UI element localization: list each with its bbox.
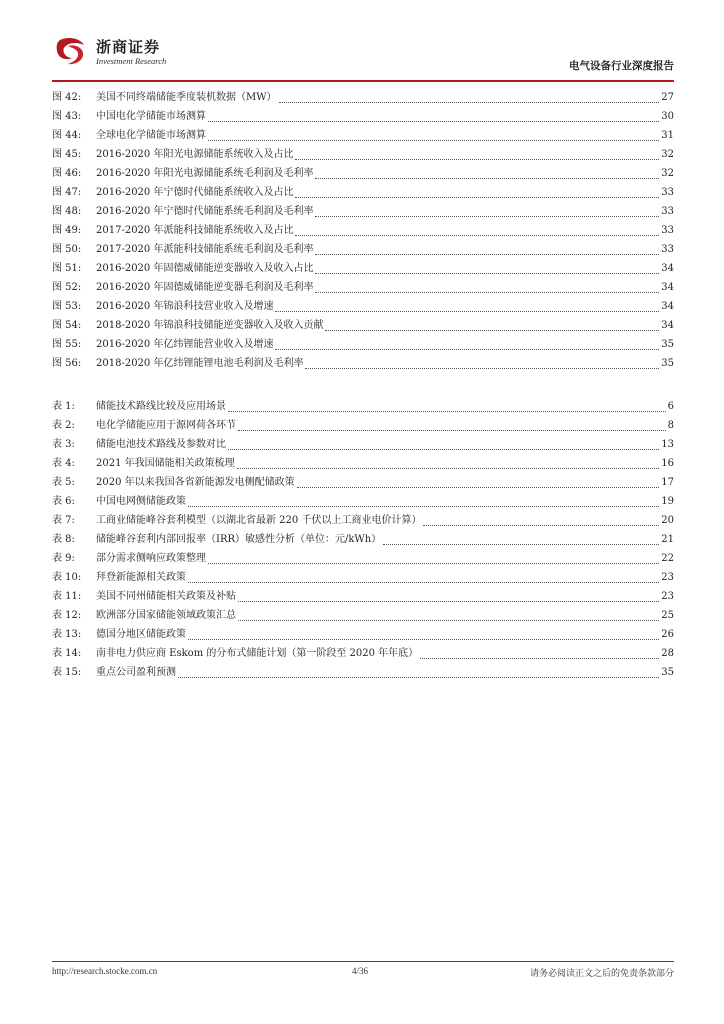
toc-entry-title: 美国不同州储能相关政策及补贴 — [96, 591, 236, 602]
toc-entry-title: 2016-2020 年阳光电源储能系统收入及占比 — [96, 149, 294, 160]
toc-leader-dots — [237, 467, 660, 469]
toc-entry-number: 图 45: — [52, 149, 82, 160]
brand-name-en: Investment Research — [96, 56, 167, 66]
toc-entry-page: 17 — [661, 477, 674, 488]
toc-entry[interactable] — [52, 416, 674, 435]
toc-entry[interactable] — [52, 397, 674, 416]
toc-leader-dots — [295, 234, 659, 236]
toc-leader-dots — [295, 196, 659, 198]
toc-leader-dots — [275, 348, 659, 350]
toc-entry-title: 2018-2020 年亿纬锂能锂电池毛利润及毛利率 — [96, 358, 304, 369]
toc-leader-dots — [315, 272, 659, 274]
toc-entry-number: 表 11: — [52, 591, 82, 602]
toc-entry[interactable] — [52, 454, 674, 473]
toc-entry-title: 部分需求侧响应政策整理 — [96, 553, 206, 564]
toc-leader-dots — [178, 676, 659, 678]
toc-entry-page: 35 — [661, 358, 674, 369]
toc-entry[interactable] — [52, 240, 674, 259]
toc-entry-page: 25 — [661, 610, 674, 621]
page-header — [52, 34, 674, 78]
toc-leader-dots — [315, 177, 659, 179]
toc-entry-title: 工商业储能峰谷套利模型（以湖北省最新 220 千伏以上工商业电价计算） — [96, 515, 422, 526]
toc-entry-title: 2017-2020 年派能科技储能系统毛利润及毛利率 — [96, 244, 314, 255]
table-list — [52, 397, 674, 682]
toc-entry[interactable] — [52, 297, 674, 316]
header-divider — [52, 80, 674, 82]
toc-leader-dots — [275, 310, 659, 312]
toc-entry-number: 图 53: — [52, 301, 82, 312]
toc-entry-title: 欧洲部分国家储能领域政策汇总 — [96, 610, 236, 621]
footer-disclaimer: 请务必阅读正文之后的免责条款部分 — [529, 969, 674, 979]
report-type: 电气设备行业深度报告 — [569, 60, 674, 72]
toc-entry-page: 13 — [661, 439, 674, 450]
toc-entry[interactable] — [52, 164, 674, 183]
toc-entry[interactable] — [52, 202, 674, 221]
page-footer — [52, 966, 674, 980]
toc-entry-number: 表 1: — [52, 401, 75, 412]
page-number: 4/36 — [352, 966, 369, 976]
toc-entry-title: 2020 年以来我国各省新能源发电侧配储政策 — [96, 477, 295, 488]
toc-leader-dots — [228, 448, 659, 450]
toc-entry-number: 图 48: — [52, 206, 82, 217]
toc-entry-page: 23 — [661, 591, 674, 602]
toc-entry-number: 图 44: — [52, 130, 82, 141]
toc-entry-page: 31 — [661, 130, 674, 141]
toc-entry[interactable] — [52, 88, 674, 107]
toc-entry-number: 图 56: — [52, 358, 82, 369]
toc-entry-page: 34 — [661, 301, 674, 312]
brand-name-cn: 浙商证券 — [96, 38, 161, 56]
toc-entry[interactable] — [52, 549, 674, 568]
toc-entry-number: 表 10: — [52, 572, 82, 583]
toc-entry-number: 表 2: — [52, 420, 75, 431]
toc-entry-number: 图 54: — [52, 320, 82, 331]
toc-entry-number: 表 13: — [52, 629, 82, 640]
toc-entry-page: 16 — [661, 458, 674, 469]
toc-entry-page: 34 — [661, 320, 674, 331]
toc-leader-dots — [188, 638, 659, 640]
toc-entry-page: 21 — [661, 534, 674, 545]
toc-entry[interactable] — [52, 316, 674, 335]
toc-entry-number: 图 42: — [52, 92, 82, 103]
toc-leader-dots — [295, 158, 659, 160]
toc-entry[interactable] — [52, 625, 674, 644]
toc-entry-page: 6 — [667, 401, 674, 412]
toc-entry-page: 33 — [661, 187, 674, 198]
toc-leader-dots — [208, 139, 659, 141]
toc-leader-dots — [188, 505, 659, 507]
toc-entry-number: 表 6: — [52, 496, 75, 507]
toc-entry-page: 26 — [661, 629, 674, 640]
toc-entry-title: 中国电化学储能市场测算 — [96, 111, 206, 122]
toc-entry-number: 图 49: — [52, 225, 82, 236]
toc-entry-page: 33 — [661, 225, 674, 236]
toc-entry-number: 表 7: — [52, 515, 75, 526]
toc-entry-page: 34 — [661, 282, 674, 293]
toc-entry-title: 2016-2020 年阳光电源储能系统毛利润及毛利率 — [96, 168, 314, 179]
toc-leader-dots — [297, 486, 660, 488]
toc-entry-page: 33 — [661, 244, 674, 255]
toc-entry-title: 储能技术路线比较及应用场景 — [96, 401, 226, 412]
figure-list — [52, 88, 674, 373]
toc-entry-number: 图 43: — [52, 111, 82, 122]
toc-entry-page: 35 — [661, 339, 674, 350]
toc-entry-number: 表 9: — [52, 553, 75, 564]
toc-entry-page: 30 — [661, 111, 674, 122]
toc-entry-number: 表 8: — [52, 534, 75, 545]
toc-entry-page: 22 — [661, 553, 674, 564]
toc-leader-dots — [423, 524, 659, 526]
toc-entry[interactable] — [52, 278, 674, 297]
toc-entry-page: 8 — [667, 420, 674, 431]
toc-entry-title: 2016-2020 年固德威储能逆变器收入及收入占比 — [96, 263, 314, 274]
toc-entry-title: 中国电网侧储能政策 — [96, 496, 186, 507]
toc-leader-dots — [208, 562, 659, 564]
toc-entry-number: 图 51: — [52, 263, 82, 274]
toc-entry-number: 图 46: — [52, 168, 82, 179]
toc-leader-dots — [238, 429, 666, 431]
toc-leader-dots — [238, 619, 659, 621]
toc-entry-number: 表 4: — [52, 458, 75, 469]
toc-entry-title: 电化学储能应用于源网荷各环节 — [96, 420, 236, 431]
toc-entry-title: 2016-2020 年宁德时代储能系统收入及占比 — [96, 187, 294, 198]
toc-leader-dots — [208, 120, 659, 122]
toc-entry-page: 23 — [661, 572, 674, 583]
toc-entry-page: 20 — [661, 515, 674, 526]
toc-entry-title: 全球电化学储能市场测算 — [96, 130, 206, 141]
toc-entry-title: 2016-2020 年锦浪科技营业收入及增速 — [96, 301, 274, 312]
toc-entry[interactable] — [52, 492, 674, 511]
toc-leader-dots — [279, 101, 660, 103]
toc-leader-dots — [315, 291, 659, 293]
toc-entry-title: 2017-2020 年派能科技储能系统收入及占比 — [96, 225, 294, 236]
toc-entry-number: 表 15: — [52, 667, 82, 678]
toc-entry[interactable] — [52, 644, 674, 663]
toc-entry[interactable] — [52, 435, 674, 454]
toc-leader-dots — [305, 367, 659, 369]
toc-entry[interactable] — [52, 335, 674, 354]
toc-entry[interactable] — [52, 606, 674, 625]
toc-entry[interactable] — [52, 259, 674, 278]
toc-entry-title: 储能电池技术路线及参数对比 — [96, 439, 226, 450]
toc-entry-title: 拜登新能源相关政策 — [96, 572, 186, 583]
toc-entry-number: 图 47: — [52, 187, 82, 198]
toc-leader-dots — [188, 581, 659, 583]
toc-entry-title: 德国分地区储能政策 — [96, 629, 186, 640]
toc-leader-dots — [238, 600, 659, 602]
toc-entry-title: 储能峰谷套利内部回报率（IRR）敏感性分析（单位：元/kWh） — [96, 534, 382, 545]
footer-url[interactable]: http://research.stocke.com.cn — [52, 966, 158, 976]
toc-entry-number: 表 5: — [52, 477, 75, 488]
toc-entry[interactable] — [52, 568, 674, 587]
toc-entry-number: 表 12: — [52, 610, 82, 621]
toc-entry-page: 32 — [661, 168, 674, 179]
toc-entry-number: 表 14: — [52, 648, 82, 659]
toc-entry-title: 重点公司盈利预测 — [96, 667, 176, 678]
toc-entry[interactable] — [52, 511, 674, 530]
company-logo — [52, 34, 252, 74]
toc-leader-dots — [325, 329, 659, 331]
toc-entry-page: 27 — [661, 92, 674, 103]
toc-entry-number: 表 3: — [52, 439, 75, 450]
toc-entry-page: 28 — [661, 648, 674, 659]
toc-entry[interactable] — [52, 530, 674, 549]
toc-entry-page: 33 — [661, 206, 674, 217]
toc-entry-title: 2016-2020 年宁德时代储能系统毛利润及毛利率 — [96, 206, 314, 217]
toc-entry-title: 南非电力供应商 Eskom 的分布式储能计划（第一阶段至 2020 年年底） — [96, 648, 419, 659]
toc-entry-page: 32 — [661, 149, 674, 160]
toc-entry[interactable] — [52, 145, 674, 164]
toc-entry-title: 2016-2020 年亿纬锂能营业收入及增速 — [96, 339, 274, 350]
toc-entry[interactable] — [52, 221, 674, 240]
toc-entry-number: 图 50: — [52, 244, 82, 255]
toc-entry-title: 2021 年我国储能相关政策梳理 — [96, 458, 235, 469]
zheshang-logo-icon — [54, 36, 88, 66]
toc-entry-number: 图 55: — [52, 339, 82, 350]
toc-entry[interactable] — [52, 663, 674, 682]
toc-entry-title: 2018-2020 年锦浪科技储能逆变器收入及收入贡献 — [96, 320, 324, 331]
toc-entry[interactable] — [52, 587, 674, 606]
toc-entry[interactable] — [52, 126, 674, 145]
toc-entry-page: 35 — [661, 667, 674, 678]
toc-entry[interactable] — [52, 354, 674, 373]
toc-entry-title: 2016-2020 年固德威储能逆变器毛利润及毛利率 — [96, 282, 314, 293]
toc-entry[interactable] — [52, 107, 674, 126]
toc-leader-dots — [315, 253, 659, 255]
toc-entry-title: 美国不同终端储能季度装机数据（MW） — [96, 92, 277, 103]
toc-entry[interactable] — [52, 183, 674, 202]
footer-divider — [52, 961, 674, 962]
toc-leader-dots — [420, 657, 659, 659]
toc-leader-dots — [383, 543, 659, 545]
toc-entry-page: 19 — [661, 496, 674, 507]
toc-entry-number: 图 52: — [52, 282, 82, 293]
toc-leader-dots — [228, 410, 666, 412]
toc-entry[interactable] — [52, 473, 674, 492]
toc-entry-page: 34 — [661, 263, 674, 274]
toc-leader-dots — [315, 215, 659, 217]
